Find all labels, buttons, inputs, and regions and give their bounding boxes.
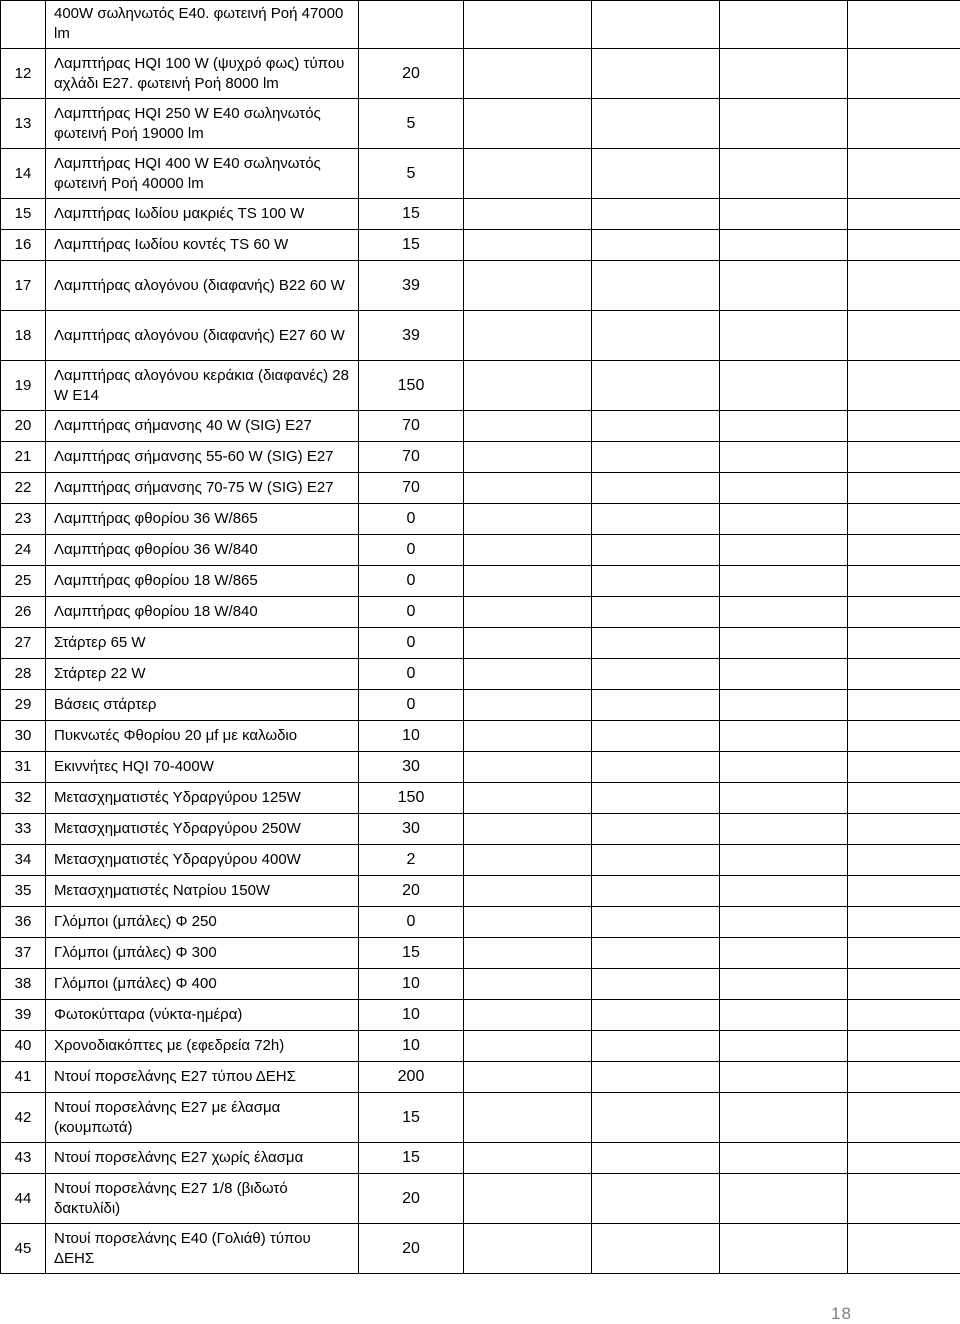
item-description-cell: Λαμπτήρας αλογόνου (διαφανής) Ε27 60 W [46,311,359,361]
item-number-cell: 27 [1,628,46,659]
table-row [1,442,960,473]
item-number-cell: 23 [1,504,46,535]
item-number-cell: 16 [1,230,46,261]
empty-cell [848,199,960,230]
item-number-cell: 31 [1,752,46,783]
empty-cell [592,597,720,628]
item-quantity-cell: 70 [359,442,464,473]
item-description-cell: Ντουί πορσελάνης Ε27 με έλασμα (κουμπωτά) [46,1093,359,1143]
empty-cell [848,845,960,876]
item-number-cell: 37 [1,938,46,969]
item-number-cell: 40 [1,1031,46,1062]
table-row [1,721,960,752]
table-row [1,938,960,969]
empty-cell [464,1224,592,1274]
item-quantity-cell: 0 [359,628,464,659]
item-number-cell: 28 [1,659,46,690]
item-quantity-cell: 70 [359,473,464,504]
empty-cell [720,752,848,783]
empty-cell [720,659,848,690]
item-number-cell: 29 [1,690,46,721]
item-description-cell: Ντουί πορσελάνης Ε27 χωρίς έλασμα [46,1143,359,1174]
empty-cell [464,690,592,721]
item-number-cell: 39 [1,1000,46,1031]
item-description-cell: Λαμπτήρας αλογόνου (διαφανής) Β22 60 W [46,261,359,311]
empty-cell [720,1143,848,1174]
item-number-cell: 22 [1,473,46,504]
item-quantity-cell: 150 [359,783,464,814]
empty-cell [848,261,960,311]
empty-cell [464,199,592,230]
empty-cell [848,535,960,566]
empty-cell [464,361,592,411]
empty-cell [592,361,720,411]
item-quantity-cell: 15 [359,1093,464,1143]
item-number-cell: 26 [1,597,46,628]
empty-cell [464,628,592,659]
empty-cell [720,783,848,814]
empty-cell [592,752,720,783]
empty-cell [848,814,960,845]
item-quantity-cell: 10 [359,1000,464,1031]
item-quantity-cell: 0 [359,566,464,597]
item-number-cell: 36 [1,907,46,938]
empty-cell [720,361,848,411]
item-number-cell: 18 [1,311,46,361]
empty-cell [720,261,848,311]
table-row [1,411,960,442]
empty-cell [464,721,592,752]
empty-cell [592,49,720,99]
table-row [1,690,960,721]
item-description-cell: Ντουί πορσελάνης Ε27 1/8 (βιδωτό δακτυλίδι) [46,1174,359,1224]
empty-cell [848,876,960,907]
item-number-cell: 38 [1,969,46,1000]
table-row [1,99,960,149]
empty-cell [592,628,720,659]
empty-cell [848,411,960,442]
empty-cell [592,535,720,566]
item-quantity-cell: 0 [359,504,464,535]
empty-cell [720,1093,848,1143]
empty-cell [848,99,960,149]
item-quantity-cell: 39 [359,261,464,311]
empty-cell [464,99,592,149]
empty-cell [720,504,848,535]
item-quantity-cell: 15 [359,1143,464,1174]
empty-cell [464,1031,592,1062]
empty-cell [720,566,848,597]
empty-cell [464,907,592,938]
item-quantity-cell: 15 [359,230,464,261]
empty-cell [720,311,848,361]
item-quantity-cell: 15 [359,938,464,969]
empty-cell [848,1,960,49]
item-number-cell: 35 [1,876,46,907]
empty-cell [464,535,592,566]
table-row [1,311,960,361]
item-description-cell: Λαμπτήρας HQI 400 W Ε40 σωληνωτός φωτεινή Ροή 40000 lm [46,149,359,199]
item-number-cell: 45 [1,1224,46,1274]
item-description-cell: Στάρτερ 22 W [46,659,359,690]
empty-cell [848,566,960,597]
empty-cell [848,969,960,1000]
table-row-fragment [1,1,960,49]
empty-cell [464,1093,592,1143]
empty-cell [464,1,592,49]
empty-cell [720,230,848,261]
item-quantity-cell: 10 [359,721,464,752]
item-description-cell: Λαμπτήρας σήμανσης 40 W (SIG) E27 [46,411,359,442]
table-row [1,907,960,938]
item-description-cell: Λαμπτήρας HQI 250 W Ε40 σωληνωτός φωτεινή Ροή 19000 lm [46,99,359,149]
item-quantity-cell: 0 [359,690,464,721]
empty-cell [848,783,960,814]
table-row [1,230,960,261]
item-quantity-cell: 200 [359,1062,464,1093]
item-quantity-cell: 20 [359,1174,464,1224]
item-description-cell: Μετασχηματιστές Υδραργύρου 250W [46,814,359,845]
empty-cell [592,1000,720,1031]
empty-cell [592,1031,720,1062]
empty-cell [848,230,960,261]
item-number-cell: 32 [1,783,46,814]
item-description-cell: Λαμπτήρας φθορίου 18 W/865 [46,566,359,597]
empty-cell [848,504,960,535]
item-description-cell: Στάρτερ 65 W [46,628,359,659]
empty-cell [848,361,960,411]
item-description-cell: Λαμπτήρας Ιωδίου μακριές TS 100 W [46,199,359,230]
item-number-cell: 20 [1,411,46,442]
item-quantity-cell: 10 [359,969,464,1000]
empty-cell [592,504,720,535]
empty-cell [464,1000,592,1031]
empty-cell [848,1062,960,1093]
empty-cell [720,99,848,149]
page-number: 18 [831,1304,852,1324]
table-row [1,814,960,845]
empty-cell [592,721,720,752]
empty-cell [464,1174,592,1224]
item-number-cell: 15 [1,199,46,230]
empty-cell [464,504,592,535]
items-table-body [1,1,960,1274]
empty-cell [464,1062,592,1093]
empty-cell [592,442,720,473]
empty-cell [464,969,592,1000]
fragment-line-1: 400W σωληνωτός Ε40. φωτεινή Ροή 47000 [54,4,354,24]
item-quantity-cell: 0 [359,659,464,690]
empty-cell [464,752,592,783]
empty-cell [720,969,848,1000]
empty-cell [848,907,960,938]
empty-cell [592,311,720,361]
table-row [1,1000,960,1031]
table-row [1,199,960,230]
empty-cell [464,411,592,442]
item-quantity-cell: 2 [359,845,464,876]
empty-cell [592,1174,720,1224]
table-row [1,1062,960,1093]
empty-cell [592,1093,720,1143]
table-row [1,1174,960,1224]
item-number-cell: 30 [1,721,46,752]
empty-cell [848,1224,960,1274]
empty-cell [592,1,720,49]
empty-cell [720,49,848,99]
empty-cell [848,1174,960,1224]
empty-cell [848,442,960,473]
empty-cell [848,659,960,690]
empty-cell [592,99,720,149]
item-number-cell: 43 [1,1143,46,1174]
empty-cell [720,1062,848,1093]
empty-cell [592,261,720,311]
empty-cell [464,814,592,845]
item-number-cell: 24 [1,535,46,566]
item-quantity-cell: 0 [359,535,464,566]
empty-cell [592,876,720,907]
empty-cell [848,49,960,99]
item-quantity-cell: 30 [359,752,464,783]
empty-cell [720,1224,848,1274]
item-quantity-cell [359,1,464,49]
table-row [1,628,960,659]
item-description-cell: Γλόμποι (μπάλες) Φ 300 [46,938,359,969]
empty-cell [464,311,592,361]
empty-cell [464,473,592,504]
item-quantity-cell: 20 [359,49,464,99]
empty-cell [720,199,848,230]
empty-cell [464,261,592,311]
empty-cell [720,1031,848,1062]
empty-cell [848,1093,960,1143]
empty-cell [592,1062,720,1093]
table-row [1,535,960,566]
empty-cell [720,473,848,504]
item-description-cell: Χρονοδιακόπτες με (εφεδρεία 72h) [46,1031,359,1062]
item-description-cell: Λαμπτήρας Ιωδίου κοντές TS 60 W [46,230,359,261]
table-row [1,659,960,690]
table-row [1,49,960,99]
item-quantity-cell: 20 [359,1224,464,1274]
empty-cell [720,938,848,969]
fragment-line-2: lm [54,25,70,42]
empty-cell [720,907,848,938]
item-quantity-cell: 150 [359,361,464,411]
empty-cell [848,311,960,361]
empty-cell [848,721,960,752]
item-description-cell: Μετασχηματιστές Υδραργύρου 125W [46,783,359,814]
table-row [1,876,960,907]
table-row [1,473,960,504]
empty-cell [464,566,592,597]
item-description-cell: Λαμπτήρας φθορίου 18 W/840 [46,597,359,628]
item-number-cell: 34 [1,845,46,876]
empty-cell [848,597,960,628]
empty-cell [464,49,592,99]
item-description-cell: Μετασχηματιστές Υδραργύρου 400W [46,845,359,876]
empty-cell [464,230,592,261]
empty-cell [592,783,720,814]
table-row [1,566,960,597]
table-row [1,1224,960,1274]
empty-cell [464,442,592,473]
item-quantity-cell: 5 [359,149,464,199]
item-description-cell: Λαμπτήρας σήμανσης 70-75 W (SIG) E27 [46,473,359,504]
item-number-cell: 44 [1,1174,46,1224]
empty-cell [464,1143,592,1174]
empty-cell [720,597,848,628]
empty-cell [592,690,720,721]
empty-cell [720,1,848,49]
empty-cell [592,1224,720,1274]
empty-cell [848,1000,960,1031]
item-quantity-cell: 20 [359,876,464,907]
empty-cell [592,814,720,845]
item-number-cell: 17 [1,261,46,311]
empty-cell [592,659,720,690]
empty-cell [592,566,720,597]
item-number-cell: 25 [1,566,46,597]
item-number-cell: 41 [1,1062,46,1093]
table-row [1,504,960,535]
table-row [1,361,960,411]
empty-cell [592,149,720,199]
item-number-cell: 12 [1,49,46,99]
empty-cell [720,876,848,907]
item-description-cell: Λαμπτήρας αλογόνου κεράκια (διαφανές) 28 W E14 [46,361,359,411]
table-row [1,261,960,311]
item-description-cell: Γλόμποι (μπάλες) Φ 250 [46,907,359,938]
empty-cell [848,1031,960,1062]
empty-cell [592,199,720,230]
item-number-cell: 21 [1,442,46,473]
empty-cell [848,628,960,659]
empty-cell [720,845,848,876]
empty-cell [464,149,592,199]
table-row [1,597,960,628]
empty-cell [464,876,592,907]
empty-cell [464,597,592,628]
item-description-cell: Μετασχηματιστές Νατρίου 150W [46,876,359,907]
item-description-cell: Εκιννήτες HQI 70-400W [46,752,359,783]
table-row [1,1031,960,1062]
item-quantity-cell: 10 [359,1031,464,1062]
empty-cell [848,149,960,199]
table-row [1,149,960,199]
item-number-cell [1,1,46,49]
item-quantity-cell: 39 [359,311,464,361]
table-row [1,752,960,783]
empty-cell [592,230,720,261]
empty-cell [720,149,848,199]
item-number-cell: 33 [1,814,46,845]
item-quantity-cell: 15 [359,199,464,230]
item-number-cell: 42 [1,1093,46,1143]
item-description-cell: Φωτοκύτταρα (νύκτα-ημέρα) [46,1000,359,1031]
item-description-cell: Λαμπτήρας σήμανσης 55-60 W (SIG) E27 [46,442,359,473]
item-quantity-cell: 30 [359,814,464,845]
empty-cell [592,969,720,1000]
empty-cell [720,628,848,659]
item-description-cell: Γλόμποι (μπάλες) Φ 400 [46,969,359,1000]
item-description-cell: Ντουί πορσελάνης Ε40 (Γολιάθ) τύπου ΔΕΗΣ [46,1224,359,1274]
empty-cell [720,411,848,442]
empty-cell [720,442,848,473]
empty-cell [848,690,960,721]
empty-cell [464,783,592,814]
item-quantity-cell: 0 [359,597,464,628]
empty-cell [720,1000,848,1031]
table-row [1,783,960,814]
empty-cell [848,473,960,504]
empty-cell [592,473,720,504]
item-description-cell: Λαμπτήρας HQI 100 W (ψυχρό φως) τύπου αχλάδι Ε27. φωτεινή Ροή 8000 lm [46,49,359,99]
empty-cell [848,1143,960,1174]
item-quantity-cell: 0 [359,907,464,938]
empty-cell [848,938,960,969]
empty-cell [848,752,960,783]
item-description-cell: Λαμπτήρας φθορίου 36 W/840 [46,535,359,566]
item-number-cell: 13 [1,99,46,149]
empty-cell [592,845,720,876]
empty-cell [592,938,720,969]
empty-cell [592,907,720,938]
empty-cell [592,411,720,442]
empty-cell [592,1143,720,1174]
item-quantity-cell: 70 [359,411,464,442]
item-description-cell: Πυκνωτές Φθορίου 20 μf με καλωδιο [46,721,359,752]
table-row [1,969,960,1000]
empty-cell [464,938,592,969]
item-quantity-cell: 5 [359,99,464,149]
empty-cell [720,721,848,752]
empty-cell [720,1174,848,1224]
table-row [1,845,960,876]
table-row [1,1093,960,1143]
empty-cell [720,535,848,566]
item-description-cell [46,1,359,49]
empty-cell [720,690,848,721]
empty-cell [464,845,592,876]
empty-cell [720,814,848,845]
table-row [1,1143,960,1174]
item-number-cell: 19 [1,361,46,411]
empty-cell [464,659,592,690]
item-description-cell: Βάσεις στάρτερ [46,690,359,721]
item-description-cell: Ντουί πορσελάνης Ε27 τύπου ΔΕΗΣ [46,1062,359,1093]
item-description-cell: Λαμπτήρας φθορίου 36 W/865 [46,504,359,535]
item-number-cell: 14 [1,149,46,199]
